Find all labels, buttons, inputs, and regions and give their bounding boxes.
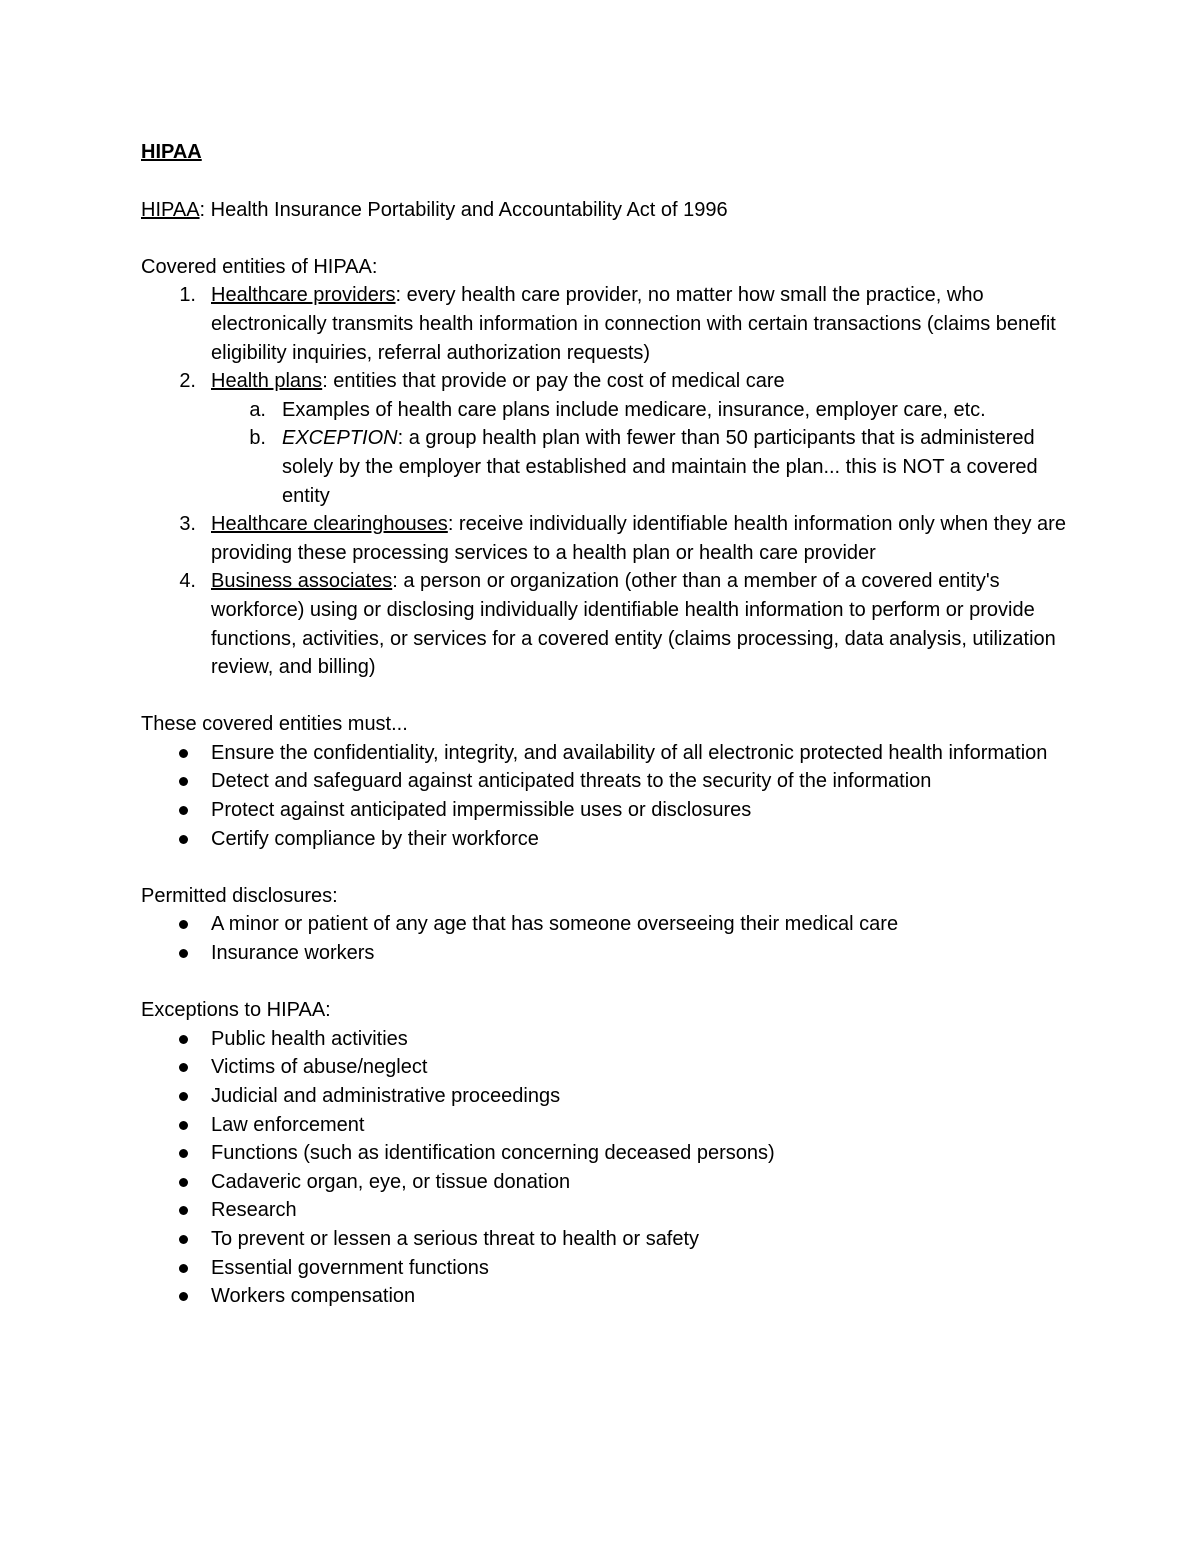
exceptions-heading: Exceptions to HIPAA: bbox=[141, 999, 331, 1022]
bullet-icon bbox=[179, 1178, 188, 1187]
list-marker: 4. bbox=[179, 570, 196, 593]
list-item-covered-4 bbox=[141, 567, 1071, 681]
bullet-text: Law enforcement bbox=[211, 1113, 365, 1136]
bullet-text: Cadaveric organ, eye, or tissue donation bbox=[211, 1170, 571, 1193]
definition-text: : Health Insurance Portability and Accountability Act of 1996 bbox=[199, 198, 728, 221]
item-term: Healthcare clearinghouses bbox=[211, 513, 448, 536]
bullet-icon bbox=[179, 1235, 188, 1244]
covered-entities-heading: Covered entities of HIPAA: bbox=[141, 255, 378, 278]
list-item-covered-3 bbox=[141, 510, 1071, 567]
bullet-icon bbox=[179, 1063, 188, 1072]
bullet-item bbox=[141, 1196, 1071, 1225]
bullet-icon bbox=[179, 1092, 188, 1101]
definition-term: HIPAA bbox=[141, 198, 200, 221]
bullet-icon bbox=[179, 949, 188, 958]
item-text: : a person or organization (other than a member of a covered entity's workforce) using or disclosing individually identifiable health information to perform or provide functions, activities, or services for a covered entity (claims processing, data analysis, utilization review, and billing) bbox=[211, 570, 1056, 679]
item-text: : every health care provider, no matter how small the practice, who electronically transmits health information in connection with certain transactions (claims benefit eligibility inquiries, referral authorization requests) bbox=[211, 284, 1056, 364]
list-item-covered-2 bbox=[141, 367, 1071, 396]
list-marker: b. bbox=[249, 427, 266, 450]
bullet-icon bbox=[179, 1121, 188, 1130]
bullet-item bbox=[141, 910, 1071, 939]
list-subitem-2a bbox=[141, 396, 1071, 425]
bullet-text: Research bbox=[211, 1199, 297, 1222]
bullet-icon bbox=[179, 835, 188, 844]
bullet-text: Protect against anticipated impermissible uses or disclosures bbox=[211, 799, 752, 822]
bullet-item bbox=[141, 796, 1071, 825]
bullet-item bbox=[141, 767, 1071, 796]
exceptions-list bbox=[141, 1025, 1071, 1311]
bullet-text: Judicial and administrative proceedings bbox=[211, 1085, 561, 1107]
bullet-text: Workers compensation bbox=[211, 1285, 416, 1308]
bullet-item bbox=[141, 939, 1071, 968]
item-term: Healthcare providers bbox=[211, 284, 396, 307]
bullet-text: A minor or patient of any age that has someone overseeing their medical care bbox=[211, 913, 899, 936]
bullet-icon bbox=[179, 1264, 188, 1273]
list-subitem-2b bbox=[141, 424, 1071, 510]
document-body bbox=[141, 138, 1071, 1311]
list-item-covered-1 bbox=[141, 281, 1071, 367]
bullet-text: Essential government functions bbox=[211, 1256, 489, 1279]
must-list bbox=[141, 739, 1071, 853]
bullet-item bbox=[141, 1111, 1071, 1140]
bullet-text: Certify compliance by their workforce bbox=[211, 827, 539, 850]
bullet-icon bbox=[179, 777, 188, 786]
bullet-item bbox=[141, 1082, 1071, 1111]
bullet-text: Detect and safeguard against anticipated threats to the security of the information bbox=[211, 770, 932, 793]
bullet-text: Ensure the confidentiality, integrity, and availability of all electronic protected health information bbox=[211, 741, 1048, 764]
bullet-item bbox=[141, 1225, 1071, 1254]
item-term: Business associates bbox=[211, 570, 393, 593]
bullet-item bbox=[141, 1053, 1071, 1082]
bullet-icon bbox=[179, 749, 188, 758]
permitted-list bbox=[141, 910, 1071, 967]
permitted-heading: Permitted disclosures: bbox=[141, 884, 338, 907]
bullet-icon bbox=[179, 1292, 188, 1301]
bullet-item bbox=[141, 1139, 1071, 1168]
item-term: Health plans bbox=[211, 370, 323, 393]
item-text: : entities that provide or pay the cost of medical care bbox=[322, 370, 785, 393]
bullet-item bbox=[141, 1168, 1071, 1197]
subitem-text: Examples of health care plans include medicare, insurance, employer care, etc. bbox=[282, 398, 986, 421]
bullet-icon bbox=[179, 1035, 188, 1044]
item-text: : receive individually identifiable health information only when they are providing these processing services to a health plan or health care provider bbox=[211, 513, 1066, 564]
bullet-text: To prevent or lessen a serious threat to health or safety bbox=[211, 1227, 700, 1250]
bullet-item bbox=[141, 1282, 1071, 1311]
bullet-text: Public health activities bbox=[211, 1027, 408, 1050]
definition-line bbox=[141, 196, 1071, 225]
list-marker: a. bbox=[249, 398, 266, 421]
bullet-icon bbox=[179, 1206, 188, 1215]
subitem-text: : a group health plan with fewer than 50 participants that is administered solely by the employer that established and maintain the plan... this is NOT a covered entity bbox=[282, 427, 1038, 507]
bullet-text: Insurance workers bbox=[211, 942, 375, 965]
bullet-icon bbox=[179, 920, 188, 929]
subitem-lead: EXCEPTION bbox=[282, 427, 398, 450]
must-heading: These covered entities must... bbox=[141, 713, 408, 736]
list-marker: 3. bbox=[179, 513, 196, 536]
bullet-icon bbox=[179, 806, 188, 815]
bullet-text: Victims of abuse/neglect bbox=[211, 1056, 428, 1079]
bullet-item bbox=[141, 1025, 1071, 1054]
bullet-item bbox=[141, 825, 1071, 854]
bullet-item bbox=[141, 1254, 1071, 1283]
list-marker: 2. bbox=[179, 370, 196, 393]
bullet-item bbox=[141, 739, 1071, 768]
list-marker: 1. bbox=[179, 284, 196, 307]
bullet-icon bbox=[179, 1149, 188, 1158]
bullet-text: Functions (such as identification concerning deceased persons) bbox=[211, 1142, 775, 1165]
page-title: HIPAA bbox=[141, 141, 202, 163]
